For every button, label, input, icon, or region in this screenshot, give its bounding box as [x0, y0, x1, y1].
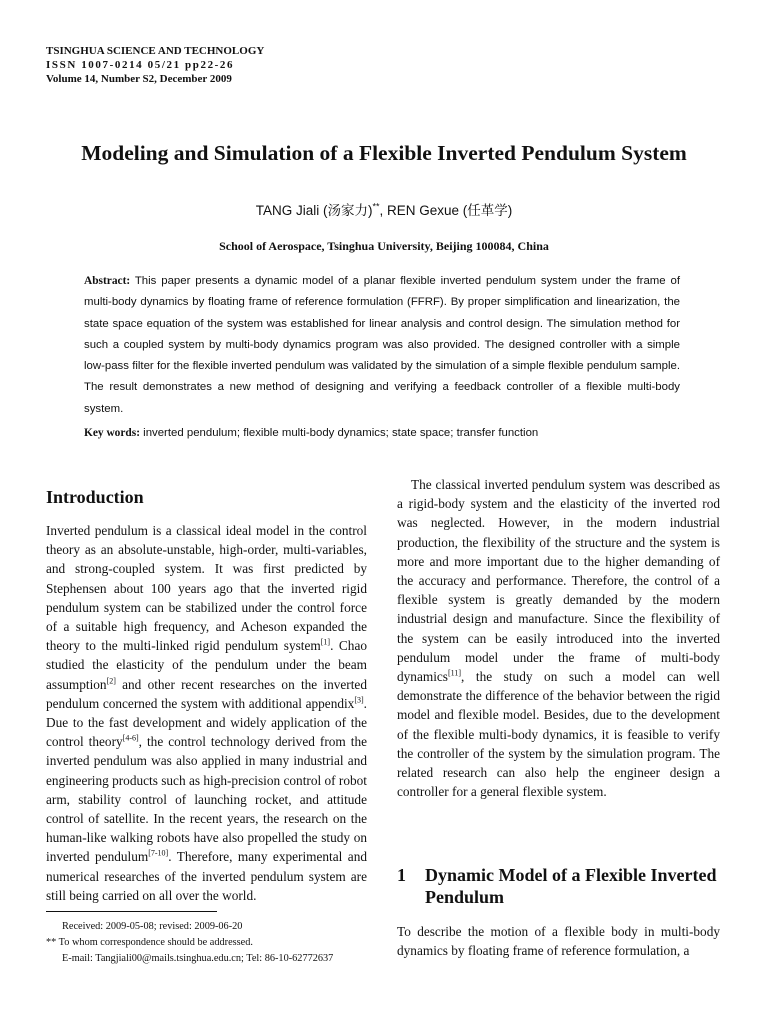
journal-volume: Volume 14, Number S2, December 2009: [46, 73, 232, 85]
footnote-received: Received: 2009-05-08; revised: 2009-06-20: [62, 921, 243, 932]
intro-right-column: [397, 475, 720, 801]
intro-text: , the study on such a model can well demonstrate the difference of the behavior between the rigid model and flexible model. Besides, due to the development of the flexible multi-body dynamics, it is feasible to verify the controller of the system by the simulation program. The related research can also help the engineer design a controller for a general flexible system.: [397, 669, 720, 800]
intro-heading: Introduction: [46, 487, 144, 507]
abstract: [84, 271, 680, 420]
paper-title: Modeling and Simulation of a Flexible Inverted Pendulum System: [81, 141, 687, 165]
footnotes: [46, 919, 333, 967]
intro-text: , the control technology derived from the inverted pendulum was also applied in many industrial and engineering products such as high-precision control of robot arm, stability control of launching rocket, and attitude control of satellite. In the recent years, the research on the human-like walking robots have also propelled the study on inverted pendulum: [46, 734, 367, 865]
intro-text: . Therefore, many experimental and numerical researches of the inverted pendulum system are still being carried on all over the world.: [46, 849, 367, 903]
footnote-corr-text: To whom correspondence should be addressed.: [56, 937, 253, 948]
citation: [2]: [106, 676, 116, 686]
author-1-mark: **: [372, 201, 380, 212]
journal-name: TSINGHUA SCIENCE AND TECHNOLOGY: [46, 45, 265, 57]
author-1: TANG Jiali (汤家力): [255, 203, 373, 218]
affiliation: School of Aerospace, Tsinghua University, Beijing 100084, China: [219, 239, 549, 253]
intro-text: The classical inverted pendulum system was described as a rigid-body system and the elasticity of the inverted rod was neglected. However, in the modern industrial production, the flexibility of the structure and the system is more and more important due to the higher demanding of the accuracy and performance. Therefore, the control of a flexible system is greatly demanded by the modern industrial design and manufacture. Since the flexibility of the system can be easily introduced into the inverted pendulum model under the frame of multi-body dynamics: [397, 477, 720, 685]
section-title: Dynamic Model of a Flexible Inverted Pendulum: [425, 865, 717, 907]
citation: [1]: [320, 637, 331, 647]
intro-text: . Chao studied the elasticity of the pendulum under the beam assumption: [46, 638, 367, 692]
footnote-email: E-mail: Tangjiali00@mails.tsinghua.edu.cn; Tel: 86-10-62772637: [62, 953, 334, 964]
citation: [11]: [447, 668, 461, 678]
citation: [4-6]: [122, 733, 139, 743]
author-line: [0, 199, 768, 219]
intro-text: and other recent researches on the inverted pendulum concerned the system with additional appendix: [46, 676, 367, 711]
keywords-label: Key words:: [84, 427, 140, 439]
journal-header: [46, 44, 264, 86]
abstract-label: Abstract:: [84, 275, 131, 287]
section-number: 1: [397, 865, 406, 885]
citation: [3]: [354, 695, 364, 705]
author-2: , REN Gexue (任革学): [379, 203, 513, 218]
abstract-text: This paper presents a dynamic model of a planar flexible inverted pendulum system under the frame of multi-body dynamics by floating frame of reference formulation (FFRF). By proper simplification and linearization, the state space equation of the system was established for linear analysis and control design. The simulation method for such a coupled system by multi-body dynamics program was also provided. The designed controller with a simple low-pass filter for the flexible inverted pendulum was validated by the simulation of a simple flexible pendulum sample. The result demonstrates a new method of designing and verifying a feedback controller of a flexible multi-body system.: [84, 275, 680, 415]
intro-paragraph-1: [46, 521, 367, 905]
section-1-text: To describe the motion of a flexible body in multi-body dynamics by floating frame of reference formulation, a: [397, 924, 720, 959]
footnote-correspondence: [46, 935, 333, 951]
journal-issn: ISSN 1007-0214 05/21 pp22-26: [46, 59, 235, 71]
keywords: [84, 427, 684, 439]
intro-paragraph-2: [397, 475, 720, 801]
intro-text: . Due to the fast development and widely application of the control theory: [46, 695, 367, 750]
intro-text: Inverted pendulum is a classical ideal model in the control theory as an absolute-unstable, high-order, multi-variables, and strong-coupled system. It was first predicted by Stephensen about 100 years ago that the inverted rigid pendulum system can be stabilized under the control force of a suitable high frequency, and Acheson expanded the theory to the multi-linked rigid pendulum system: [46, 523, 367, 654]
footnote-mark: **: [46, 937, 57, 948]
footnote-rule: [46, 911, 217, 912]
citation: [7-10]: [148, 849, 169, 859]
keywords-text: inverted pendulum; flexible multi-body dynamics; state space; transfer function: [140, 427, 539, 439]
section-1-heading: [397, 864, 720, 908]
